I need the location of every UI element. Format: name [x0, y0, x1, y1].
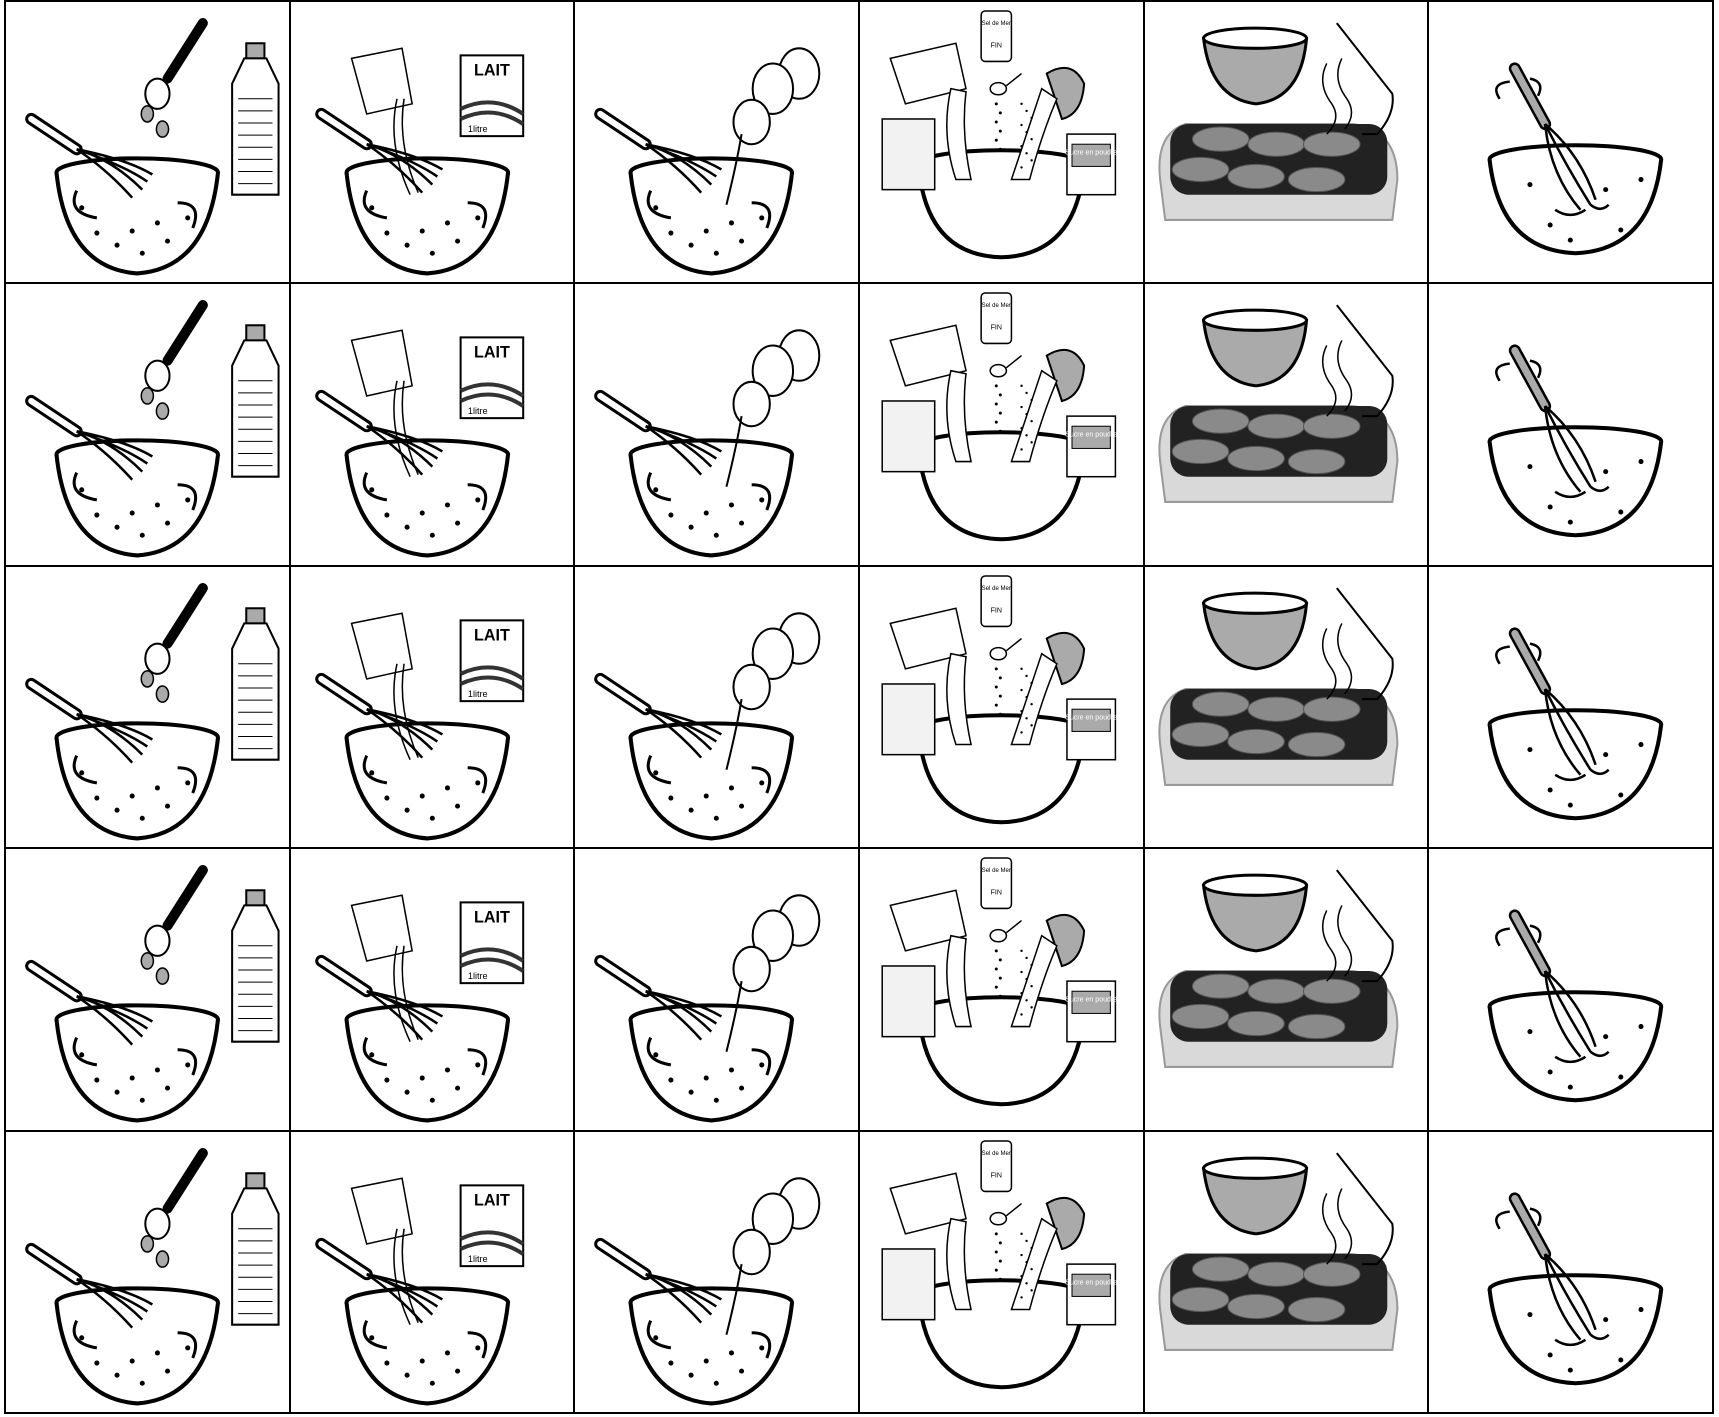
mini-crepe [1172, 157, 1229, 181]
mini-crepe [1288, 1297, 1345, 1321]
eggs-bowl-icon [575, 1132, 858, 1412]
mixing-bowl [1490, 724, 1662, 818]
steam-icon [1322, 1188, 1351, 1264]
cracked-egg [734, 665, 770, 709]
milk-bowl-icon [291, 567, 574, 847]
mixing-bowl [919, 1012, 1085, 1105]
mixing-bowl [1490, 1289, 1662, 1383]
mini-crepe [1303, 132, 1360, 156]
bottle-cap [246, 1173, 264, 1188]
mixing-bowl [919, 447, 1085, 540]
recipe-card-grid [4, 0, 1714, 1414]
salt-shaker-label: Sel de Mer [981, 868, 1011, 875]
salt-shaker [981, 1141, 1011, 1191]
sugar-box-label: Sucre en poudre [1065, 1278, 1118, 1286]
flour-bag [882, 966, 934, 1037]
recipe-cell [575, 1132, 860, 1414]
ladle [1336, 305, 1392, 416]
mini-crepe [1303, 1262, 1360, 1286]
mini-crepe [1172, 722, 1229, 746]
flour-salt-sugar-bowl-icon [860, 849, 1143, 1129]
bottle-cap [246, 608, 264, 623]
flour-bag [882, 119, 934, 190]
mini-crepe [1288, 450, 1345, 474]
whisk-bowl-icon [1429, 567, 1712, 847]
mini-crepe [1172, 1005, 1229, 1029]
mini-crepe [1227, 1012, 1284, 1036]
mixing-bowl [919, 729, 1085, 822]
milk-carton-label: LAIT [473, 908, 510, 927]
recipe-cell [6, 284, 291, 566]
mini-crepe [1303, 414, 1360, 438]
cracked-egg [734, 947, 770, 991]
oil-bowl-icon [6, 2, 289, 282]
mini-crepe [1288, 732, 1345, 756]
eggs-bowl-icon [575, 284, 858, 564]
mini-crepe [1192, 692, 1249, 716]
steam-icon [1322, 58, 1351, 134]
milk-bowl-icon [291, 2, 574, 282]
whisk-bowl-icon [1429, 284, 1712, 564]
cracked-egg [734, 100, 770, 144]
whisk-handle [1515, 351, 1545, 407]
recipe-cell [575, 567, 860, 849]
oil-bowl-icon [6, 1132, 289, 1412]
whisk-handle [1515, 633, 1545, 689]
mini-crepe [1192, 409, 1249, 433]
salt-shaker-label: Sel de Mer [981, 585, 1011, 592]
milk-carton-sublabel: 1litre [467, 688, 488, 699]
recipe-cell [6, 849, 291, 1131]
flour-bag [882, 1249, 934, 1320]
mixing-bowl [1490, 1007, 1662, 1101]
bottle-cap [246, 890, 264, 905]
mini-crepe [1288, 1015, 1345, 1039]
mini-crepe [1227, 729, 1284, 753]
mini-crepe [1227, 1294, 1284, 1318]
ladle [1336, 23, 1392, 134]
oil-bottle [232, 1188, 278, 1324]
cracked-egg [734, 1229, 770, 1273]
recipe-cell [575, 849, 860, 1131]
mini-crepe [1192, 974, 1249, 998]
steam-icon [1322, 341, 1351, 417]
crepe-maker-icon [1145, 2, 1428, 282]
recipe-cell [6, 1132, 291, 1414]
oil-bottle [232, 58, 278, 194]
ladle [1336, 1153, 1392, 1264]
salt-shaker-label: Sel de Mer [981, 303, 1011, 310]
spoon-handle [168, 588, 203, 644]
milk-bowl-icon [291, 849, 574, 1129]
sugar-box-label: Sucre en poudre [1065, 149, 1118, 157]
recipe-cell [860, 1132, 1145, 1414]
salt-shaker-sublabel: FIN [990, 42, 1002, 50]
milk-carton-sublabel: 1litre [467, 1253, 488, 1264]
recipe-cell [6, 2, 291, 284]
mini-crepe [1288, 167, 1345, 191]
mini-crepe [1227, 164, 1284, 188]
eggs-bowl-icon [575, 849, 858, 1129]
recipe-cell [1429, 567, 1714, 849]
flour-bag [882, 401, 934, 472]
oil-bowl-icon [6, 849, 289, 1129]
recipe-cell [291, 567, 576, 849]
crepe-maker-icon [1145, 284, 1428, 564]
spoon-handle [168, 870, 203, 926]
salt-shaker [981, 293, 1011, 343]
recipe-cell [1429, 849, 1714, 1131]
salt-shaker [981, 11, 1011, 61]
eggs-bowl-icon [575, 2, 858, 282]
salt-shaker-sublabel: FIN [990, 889, 1002, 897]
salt-shaker-sublabel: FIN [990, 1171, 1002, 1179]
whisk-handle [1515, 69, 1545, 125]
spoon-handle [168, 23, 203, 79]
spoon-handle [168, 1153, 203, 1209]
oil-bottle [232, 341, 278, 477]
mini-crepe [1192, 127, 1249, 151]
crepe-maker-icon [1145, 567, 1428, 847]
milk-carton-sublabel: 1litre [467, 124, 488, 135]
mini-crepe [1192, 1257, 1249, 1281]
recipe-cell [291, 1132, 576, 1414]
recipe-cell [1429, 1132, 1714, 1414]
milk-carton-sublabel: 1litre [467, 971, 488, 982]
mini-crepe [1248, 414, 1305, 438]
mini-crepe [1227, 447, 1284, 471]
milk-carton-label: LAIT [473, 343, 510, 362]
oil-bowl-icon [6, 567, 289, 847]
mini-crepe [1248, 132, 1305, 156]
salt-shaker [981, 576, 1011, 626]
recipe-cell [575, 284, 860, 566]
bottle-cap [246, 326, 264, 341]
salt-shaker-label: Sel de Mer [981, 21, 1011, 28]
crepe-maker-icon [1145, 1132, 1428, 1412]
whisk-bowl-icon [1429, 1132, 1712, 1412]
oil-bottle [232, 623, 278, 759]
salt-shaker-sublabel: FIN [990, 607, 1002, 615]
flour-salt-sugar-bowl-icon [860, 1132, 1143, 1412]
steam-icon [1322, 906, 1351, 982]
salt-shaker [981, 858, 1011, 908]
recipe-cell [1429, 284, 1714, 566]
oil-bowl-icon [6, 284, 289, 564]
recipe-cell [6, 567, 291, 849]
ladle [1336, 870, 1392, 981]
milk-carton-label: LAIT [473, 1191, 510, 1210]
whisk-bowl-icon [1429, 2, 1712, 282]
recipe-cell [575, 2, 860, 284]
flour-bag [882, 684, 934, 755]
flour-salt-sugar-bowl-icon [860, 567, 1143, 847]
mini-crepe [1248, 979, 1305, 1003]
mixing-bowl [919, 1294, 1085, 1387]
sugar-box-label: Sucre en poudre [1065, 714, 1118, 722]
salt-shaker-label: Sel de Mer [981, 1150, 1011, 1157]
bottle-cap [246, 43, 264, 58]
steam-icon [1322, 623, 1351, 699]
recipe-cell [1145, 284, 1430, 566]
oil-bottle [232, 906, 278, 1042]
recipe-cell [860, 2, 1145, 284]
milk-bowl-icon [291, 1132, 574, 1412]
milk-bowl-icon [291, 284, 574, 564]
recipe-cell [1145, 567, 1430, 849]
recipe-cell [1145, 1132, 1430, 1414]
recipe-cell [1145, 849, 1430, 1131]
milk-carton-label: LAIT [473, 61, 510, 80]
recipe-cell [291, 849, 576, 1131]
recipe-cell [291, 284, 576, 566]
mixing-bowl [1490, 442, 1662, 536]
salt-shaker-sublabel: FIN [990, 324, 1002, 332]
sugar-box-label: Sucre en poudre [1065, 996, 1118, 1004]
mixing-bowl [1490, 159, 1662, 253]
ladle [1336, 588, 1392, 699]
flour-salt-sugar-bowl-icon [860, 2, 1143, 282]
cracked-egg [734, 382, 770, 426]
eggs-bowl-icon [575, 567, 858, 847]
recipe-cell [860, 849, 1145, 1131]
mixing-bowl [919, 164, 1085, 257]
mini-crepe [1248, 697, 1305, 721]
mini-crepe [1172, 440, 1229, 464]
recipe-cell [860, 567, 1145, 849]
recipe-cell [1145, 2, 1430, 284]
mini-crepe [1172, 1287, 1229, 1311]
crepe-maker-icon [1145, 849, 1428, 1129]
spoon-handle [168, 305, 203, 361]
mini-crepe [1303, 697, 1360, 721]
flour-salt-sugar-bowl-icon [860, 284, 1143, 564]
whisk-handle [1515, 1198, 1545, 1254]
mini-crepe [1248, 1262, 1305, 1286]
whisk-bowl-icon [1429, 849, 1712, 1129]
recipe-cell [291, 2, 576, 284]
whisk-handle [1515, 916, 1545, 972]
milk-carton-label: LAIT [473, 626, 510, 645]
milk-carton-sublabel: 1litre [467, 406, 488, 417]
recipe-cell [860, 284, 1145, 566]
recipe-cell [1429, 2, 1714, 284]
sugar-box-label: Sucre en poudre [1065, 431, 1118, 439]
mini-crepe [1303, 979, 1360, 1003]
